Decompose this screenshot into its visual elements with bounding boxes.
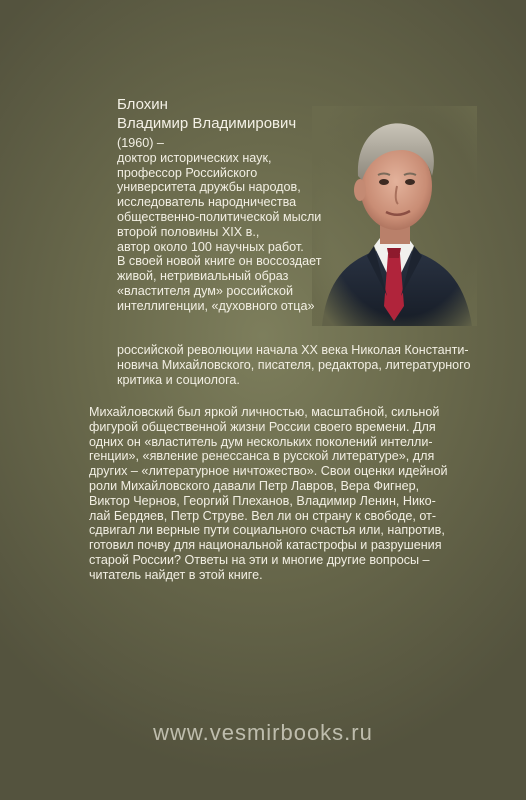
bio-line: интеллигенции, «духовного отца» bbox=[117, 298, 315, 313]
bio-line: общественно-политической мысли bbox=[117, 209, 322, 224]
bio-line: профессор Российского bbox=[117, 165, 258, 180]
author-given-names: Владимир Владимирович bbox=[117, 115, 297, 132]
bio-line: автор около 100 научных работ. bbox=[117, 239, 304, 254]
author-name-block bbox=[117, 95, 296, 133]
book-description bbox=[89, 405, 473, 583]
publisher-website[interactable]: www.vesmirbooks.ru bbox=[153, 720, 373, 745]
bio-line: российской революции начала XX века Николая Константи- bbox=[117, 343, 469, 357]
description-line: старой России? Ответы на эти и многие другие вопросы – bbox=[89, 552, 430, 567]
bio-line: доктор исторических наук, bbox=[117, 150, 272, 165]
bio-line: критика и социолога. bbox=[117, 372, 240, 387]
description-line: фигурой общественной жизни России своего времени. Для bbox=[89, 419, 436, 434]
description-line: других – «литературное ничтожество». Свои оценки идейной bbox=[89, 464, 448, 479]
bio-line: второй половины XIX в., bbox=[117, 224, 260, 239]
bio-line: исследователь народничества bbox=[117, 195, 297, 210]
description-line: роли Михайловского давали Петр Лавров, Вера Фигнер, bbox=[89, 478, 420, 493]
description-line: лай Бердяев, Петр Струве. Вел ли он страну к свободе, от- bbox=[89, 508, 437, 523]
author-bio bbox=[117, 136, 322, 314]
bio-line: «властителя дум» российской bbox=[117, 283, 294, 298]
description-line: генции», «явление ренессанса в русской литературе», для bbox=[89, 449, 435, 464]
description-line: Михайловский был яркой личностью, масштабной, сильной bbox=[89, 405, 440, 419]
bio-line: (1960) – bbox=[117, 136, 164, 150]
bio-line: новича Михайловского, писателя, редактора, литературного bbox=[117, 357, 471, 372]
description-line: сдвигал ли верные пути социального счастья или, напротив, bbox=[89, 523, 445, 538]
author-surname: Блохин bbox=[117, 96, 168, 113]
description-line: читатель найдет в этой книге. bbox=[89, 567, 263, 582]
description-line: Виктор Чернов, Георгий Плеханов, Владимир Ленин, Нико- bbox=[89, 493, 436, 508]
bio-line: живой, нетривиальный образ bbox=[117, 269, 289, 284]
author-bio-continued bbox=[117, 343, 472, 387]
description-line: готовил почву для национальной катастрофы и разрушения bbox=[89, 538, 442, 553]
description-line: одних он «властитель дум нескольких поколений интелли- bbox=[89, 434, 433, 449]
bio-line: университета дружбы народов, bbox=[117, 180, 301, 195]
bio-line: В своей новой книге он воссоздает bbox=[117, 254, 322, 269]
author-portrait bbox=[312, 106, 477, 326]
